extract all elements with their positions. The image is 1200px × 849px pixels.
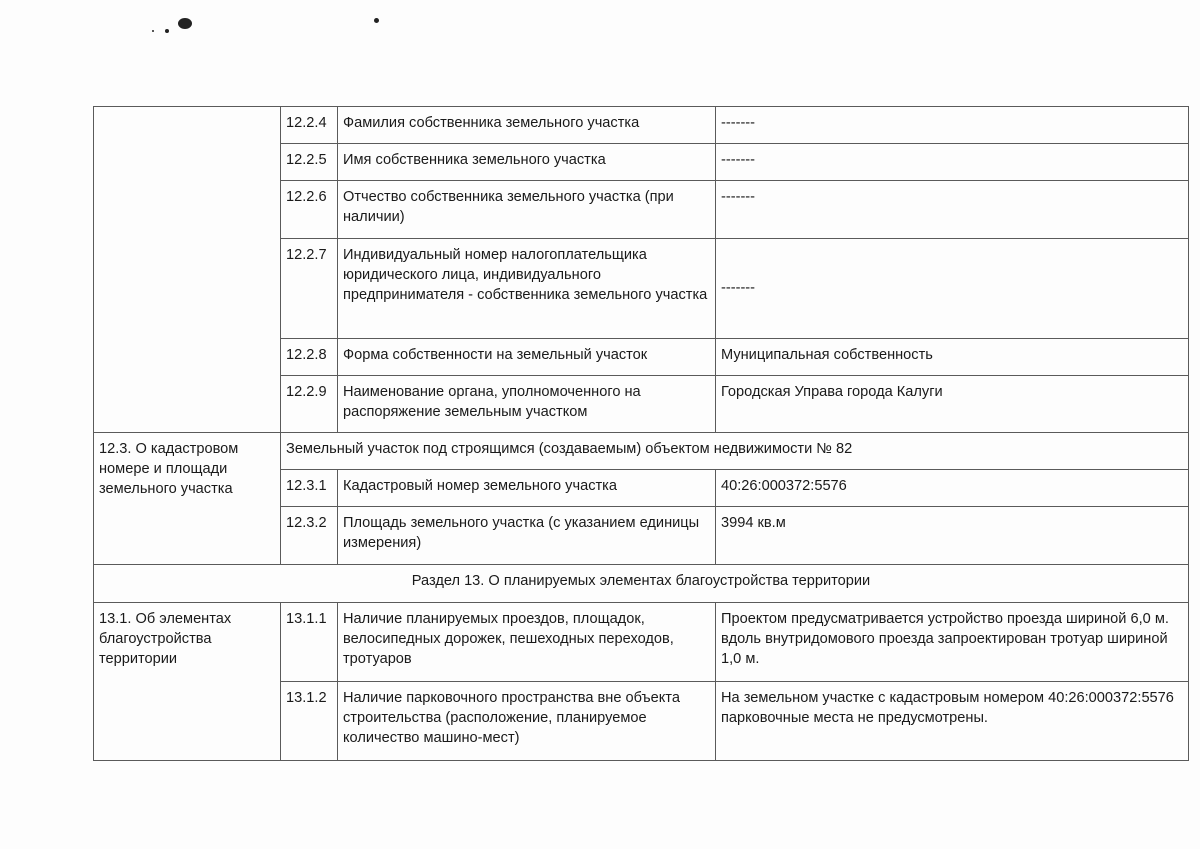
row-number: 12.2.9	[281, 376, 338, 433]
block-heading: 12.3. О кадастровом номере и площади земельного участка	[94, 433, 281, 565]
table-row	[94, 107, 1189, 144]
empty-heading-cell	[94, 107, 281, 433]
row-label: Наличие планируемых проездов, площадок, велосипедных дорожек, пешеходных переходов, тротуаров	[338, 603, 716, 682]
row-label: Площадь земельного участка (с указанием единицы измерения)	[338, 507, 716, 565]
row-number: 12.2.8	[281, 339, 338, 376]
row-value: -------	[716, 144, 1189, 181]
section-row	[94, 565, 1189, 603]
row-label: Отчество собственника земельного участка (при наличии)	[338, 181, 716, 239]
row-value: -------	[716, 181, 1189, 239]
row-value: -------	[716, 107, 1189, 144]
row-number: 12.3.1	[281, 470, 338, 507]
row-value: -------	[716, 239, 1189, 339]
row-value: На земельном участке с кадастровым номером 40:26:000372:5576 парковочные места не предусмотрены.	[716, 682, 1189, 761]
block-heading: 13.1. Об элементах благоустройства территории	[94, 603, 281, 761]
row-label: Кадастровый номер земельного участка	[338, 470, 716, 507]
row-label: Фамилия собственника земельного участка	[338, 107, 716, 144]
row-label: Наименование органа, уполномоченного на распоряжение земельным участком	[338, 376, 716, 433]
row-label: Форма собственности на земельный участок	[338, 339, 716, 376]
declaration-table	[93, 106, 1189, 761]
row-number: 12.2.4	[281, 107, 338, 144]
row-label: Индивидуальный номер налогоплательщика юридического лица, индивидуального предпринимателя - собственника земельного участка	[338, 239, 716, 339]
row-value: Проектом предусматривается устройство проезда шириной 6,0 м. вдоль внутридомового проезда запроектирован тротуар шириной 1,0 м.	[716, 603, 1189, 682]
table-row	[94, 603, 1189, 682]
block-subtitle: Земельный участок под строящимся (создаваемым) объектом недвижимости № 82	[281, 433, 1189, 470]
row-number: 12.2.6	[281, 181, 338, 239]
row-number: 12.2.7	[281, 239, 338, 339]
row-value: 3994 кв.м	[716, 507, 1189, 565]
table-row	[94, 433, 1189, 470]
section-title: Раздел 13. О планируемых элементах благоустройства территории	[94, 565, 1189, 603]
scan-speck	[152, 30, 154, 32]
scan-speck	[178, 18, 192, 29]
row-value: Городская Управа города Калуги	[716, 376, 1189, 433]
row-number: 13.1.2	[281, 682, 338, 761]
row-number: 12.3.2	[281, 507, 338, 565]
scan-speck	[165, 29, 169, 33]
row-value: 40:26:000372:5576	[716, 470, 1189, 507]
row-number: 12.2.5	[281, 144, 338, 181]
row-label: Имя собственника земельного участка	[338, 144, 716, 181]
scan-speck	[374, 18, 379, 23]
row-value: Муниципальная собственность	[716, 339, 1189, 376]
row-number: 13.1.1	[281, 603, 338, 682]
row-label: Наличие парковочного пространства вне объекта строительства (расположение, планируемое количество машино-мест)	[338, 682, 716, 761]
